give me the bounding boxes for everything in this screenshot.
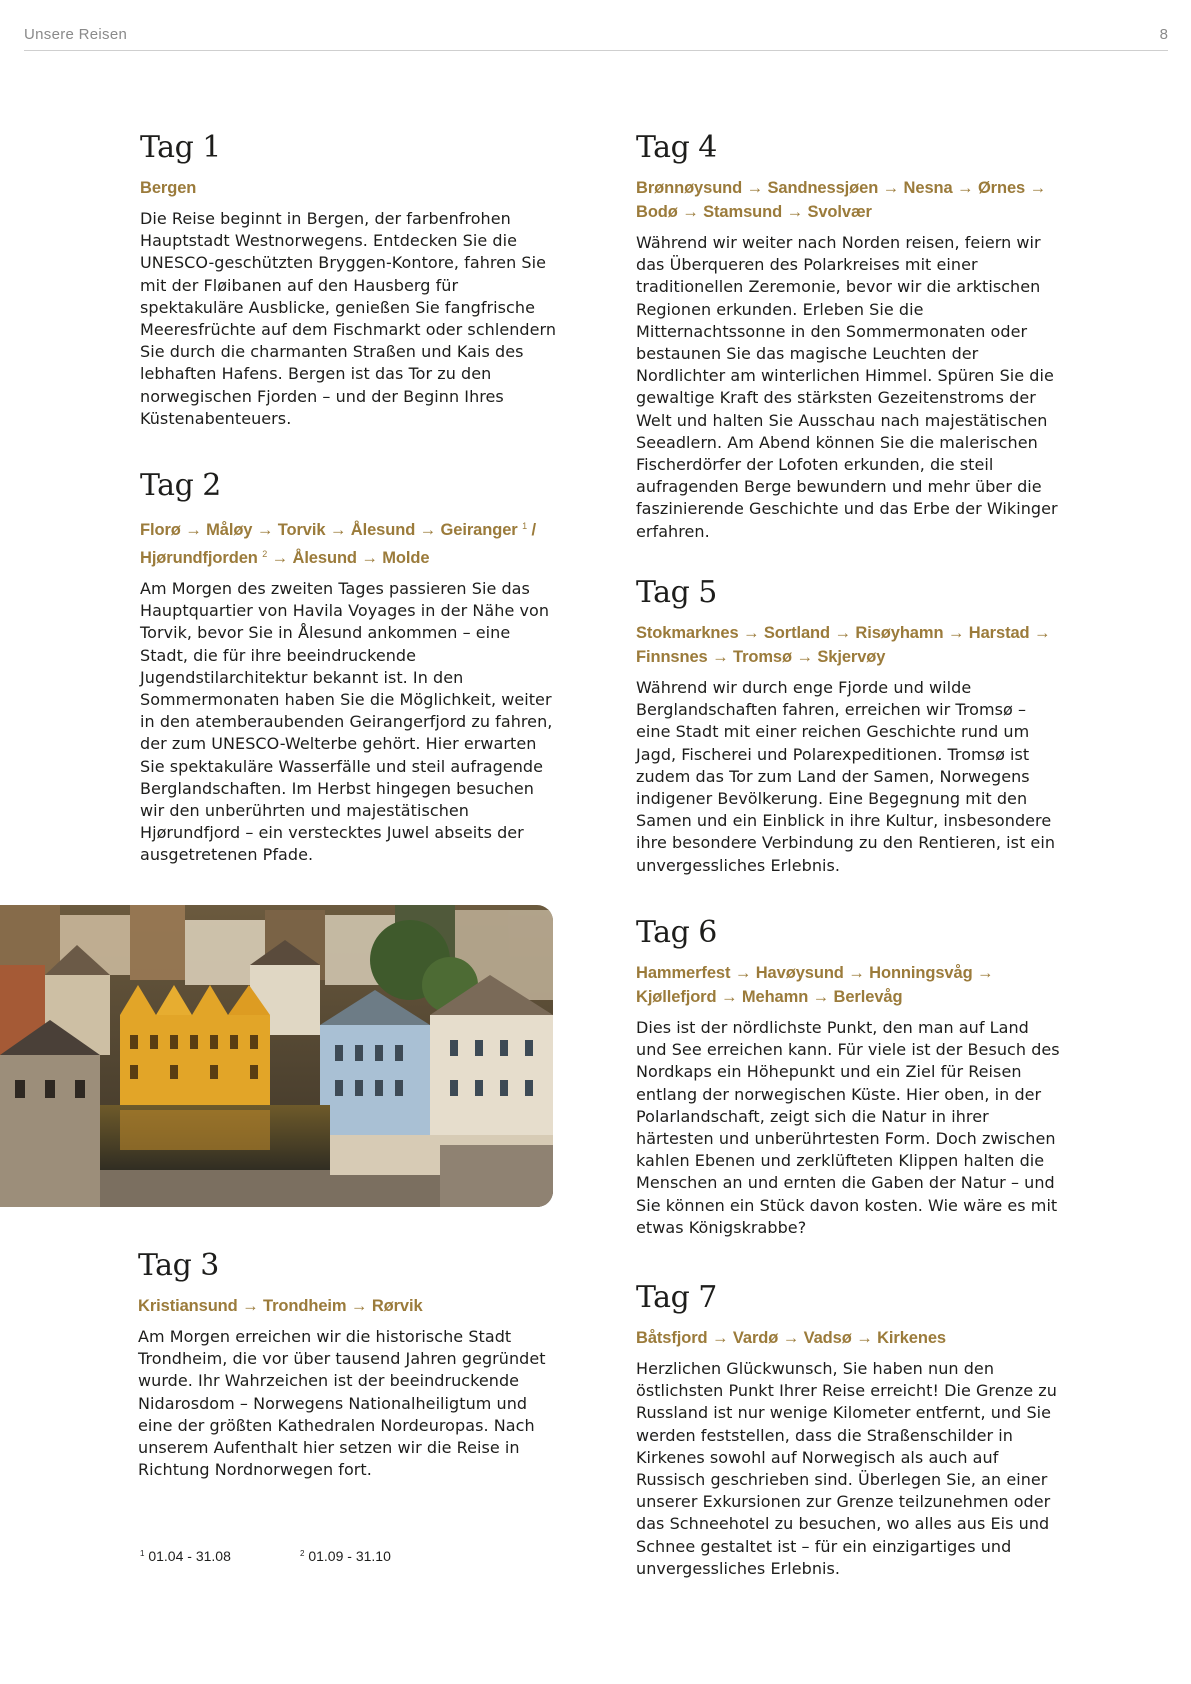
day-description: Während wir durch enge Fjorde und wilde Berglandschaften fahren, erreichen wir Tromsø – eine Stadt mit einer reichen Geschichte rund um Jagd, Fischerei und Polarexpeditionen. Tromsø ist zudem das Tor zum Land der Samen, Norwegens indigener Bevölkerung. Eine Begegnung mit den Samen und ein Einblick in ihre Kultur, insbesondere ihre besondere Verbindung zu den Rentieren, ist ein unvergessliches Erlebnis.: [636, 678, 1056, 875]
day-5: [636, 575, 1060, 877]
day-route: Kristiansund → Trondheim → Rørvik: [138, 1297, 423, 1315]
day-route: [140, 514, 560, 570]
day-description: Die Reise beginnt in Bergen, der farbenfrohen Hauptstadt Westnorwegens. Entdecken Sie die UNESCO-geschützten Bryggen-Kontore, fahren Sie mit der Fløibanen auf den Hausberg für spektakuläre Ausblicke, genießen Sie fangfrische Meeresfrüchte auf dem Fischmarkt oder schlendern Sie durch die charmanten Straßen und Kais des lebhaften Hafens. Bergen ist das Tor zu den norwegischen Fjorden – und der Beginn Ihres Küstenabenteuers.: [140, 209, 557, 428]
day-title: Tag 7: [636, 1280, 717, 1315]
day-route: Hammerfest → Havøysund → Honningsvåg → Kjøllefjord → Mehamn → Berlevåg: [636, 964, 994, 1006]
day-route: Båtsfjord → Vardø → Vadsø → Kirkenes: [636, 1329, 946, 1347]
day-title: Tag 1: [140, 130, 221, 165]
route-segment: Florø → Måløy → Torvik → Ålesund → Geiranger: [140, 521, 518, 539]
day-2: [140, 468, 560, 867]
day-title: Tag 4: [636, 130, 717, 165]
page-header: [24, 24, 1168, 51]
day-route: Bergen: [140, 179, 197, 197]
day-title: Tag 3: [138, 1248, 219, 1283]
day-description: Während wir weiter nach Norden reisen, feiern wir das Überqueren des Polarkreises mit einer traditionellen Zeremonie, bevor wir die arktischen Regionen erkunden. Erleben Sie die Mitternachtssonne in den Sommermonaten oder bestaunen Sie das magische Leuchten der Nordlichter am winterlichen Himmel. Spüren Sie die gewaltige Kraft des stärksten Gezeitenstroms der Welt und halten Sie Ausschau nach majestätischen Seeadlern. Am Abend können Sie die malerischen Fischerdörfer der Lofoten erkunden, die steil aufragenden Berge bewundern und mehr über die faszinierende Geschichte und das Erbe der Wikinger erfahren.: [636, 233, 1058, 541]
route-segment: → Ålesund → Molde: [271, 549, 430, 567]
day-title: Tag 2: [140, 468, 221, 503]
day-route: Stokmarknes → Sortland → Risøyhamn → Harstad → Finnsnes → Tromsø → Skjervøy: [636, 624, 1051, 666]
day-title: Tag 5: [636, 575, 717, 610]
day-4: [636, 130, 1060, 543]
route-segment: / Hjørundfjorden: [140, 521, 536, 567]
footnote-ref: 1: [522, 521, 527, 531]
day-description: Dies ist der nördlichste Punkt, den man auf Land und See erreichen kann. Für viele ist der Besuch des Nordkaps ein Höhepunkt und ein Ziel für Reisen entlang der norwegischen Küste. Hier oben, in der Polarlandschaft, zeigt sich die Natur in ihrer härtesten und unberührtesten Form. Doch zwischen kahlen Ebenen und zerklüfteten Klippen halten die Menschen an und ernten die Gaben der Natur – und Sie können ein Stück davon kosten. Wie wäre es mit etwas Königskrabbe?: [636, 1018, 1060, 1237]
town-illustration: [0, 905, 553, 1207]
footnote-1: $^1$ 01.04 - 31.08: [140, 1548, 231, 1564]
footnote-ref: 2: [262, 549, 268, 559]
day-description: Am Morgen erreichen wir die historische Stadt Trondheim, die vor über tausend Jahren gegründet wurde. Ihr Wahrzeichen ist der beeindruckende Nidarosdom – Norwegens Nationalheiligtum und eine der größten Kathedralen Nordeuropas. Nach unserem Aufenthalt hier setzen wir die Reise in Richtung Nordnorwegen fort.: [138, 1327, 546, 1480]
day-1: [140, 130, 560, 430]
page-number: 8: [1159, 26, 1168, 43]
day-3: [138, 1248, 558, 1481]
day-6: [636, 915, 1060, 1239]
section-title: Unsere Reisen: [24, 26, 128, 43]
day-7: [636, 1280, 1060, 1580]
footnotes: [140, 1548, 480, 1568]
day-description: Am Morgen des zweiten Tages passieren Sie das Hauptquartier von Havila Voyages in der Nähe von Torvik, bevor Sie in Ålesund ankommen – eine Stadt, die für ihre beeindruckende Jugendstilarchitektur bekannt ist. In den Sommermonaten haben Sie die Möglichkeit, weiter in den atemberaubenden Geirangerfjord zu fahren, der zum UNESCO-Welterbe gehört. Hier erwarten Sie spektakuläre Wasserfälle und steil aufragende Berglandschaften. Im Herbst hingegen besuchen wir den unberührten und majestätischen Hjørundfjord – ein verstecktes Juwel abseits der ausgetretenen Pfade.: [140, 579, 553, 865]
footnote-2: $^2$ 01.09 - 31.10: [300, 1548, 391, 1564]
day-description: Herzlichen Glückwunsch, Sie haben nun den östlichsten Punkt Ihrer Reise erreicht! Die Grenze zu Russland ist nur wenige Kilometer entfernt, und Sie werden feststellen, dass die Straßenschilder in Kirkenes sowohl auf Norwegisch als auch auf Russisch geschrieben sind. Überlegen Sie, an einer unserer Exkursionen zur Grenze teilzunehmen oder das Schneehotel zu besuchen, wo alles aus Eis und Schnee gestaltet ist – für ein einzigartiges und unvergessliches Erlebnis.: [636, 1359, 1057, 1578]
alesund-photo: [0, 905, 553, 1207]
day-route: Brønnøysund → Sandnessjøen → Nesna → Ørnes → Bodø → Stamsund → Svolvær: [636, 179, 1047, 221]
day-title: Tag 6: [636, 915, 717, 950]
